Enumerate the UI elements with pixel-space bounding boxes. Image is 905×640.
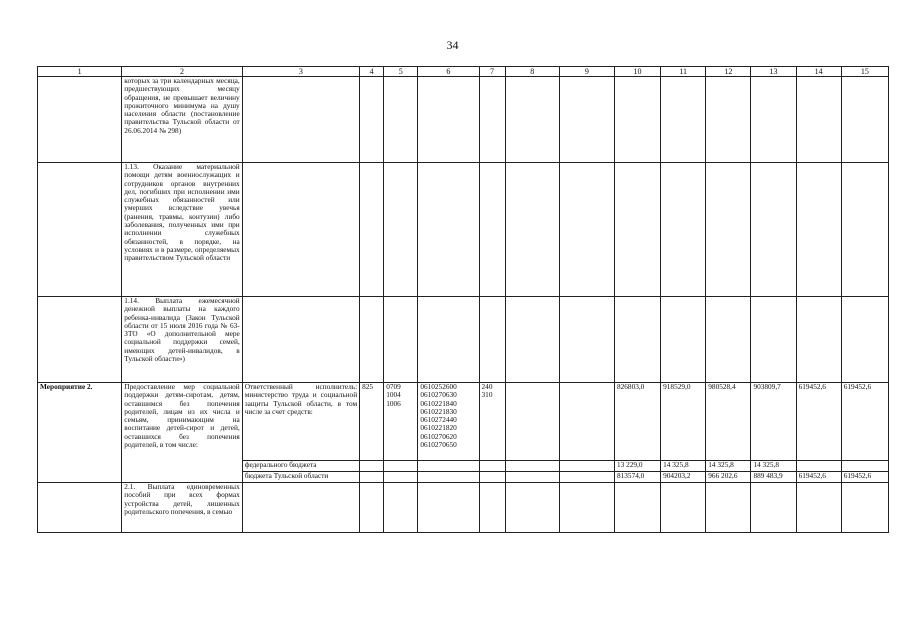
regional-col10: 813574,0	[614, 472, 660, 483]
col-header: 7	[479, 67, 505, 77]
federal-col10: 13 229,0	[614, 461, 660, 472]
col-header: 5	[384, 67, 418, 77]
col-header: 6	[418, 67, 479, 77]
col-header: 11	[661, 67, 706, 77]
federal-col13: 14 325,8	[751, 461, 796, 472]
table-row	[38, 77, 889, 163]
col-header: 4	[360, 67, 384, 77]
row-1-13-text: 1.13. Оказание материальной помощи детям военнослужащих и сотрудников органов внутренних дел, погибших при исполнении ими служебных обязанностей или умерших вследствие увечья (ранения, травмы, контузии) либо заболевания, полученных ими при исполнении служебных обязанностей, в порядке, на условиях и в размере, определяемых правительством Тульской области	[122, 163, 242, 297]
measure-2-label: Мероприятие 2.	[38, 383, 122, 483]
table-row	[38, 163, 889, 297]
col-header: 13	[751, 67, 796, 77]
federal-col12: 14 325,8	[706, 461, 751, 472]
col-header: 1	[38, 67, 122, 77]
col-header: 12	[706, 67, 751, 77]
header-row	[38, 67, 889, 77]
regional-col11: 904203,2	[661, 472, 706, 483]
measure-2-total-col11: 918529,0	[661, 383, 706, 461]
page-number: 34	[446, 38, 459, 52]
measure-2-col7: 240 310	[479, 383, 505, 461]
measure-2-total-col13: 903809,7	[751, 383, 796, 461]
row-2-1-text: 2.1. Выплата единовременных пособий при всех формах устройства детей, лишенных родительского попечения, в семью	[122, 483, 242, 533]
col-header: 9	[559, 67, 614, 77]
measure-2-executor: Ответственный исполнитель: министерство труда и социальной защиты Тульской области, в том числе за счет средств:	[242, 383, 359, 461]
measure-2-description: Предоставление мер социальной поддержки детям-сиротам, детям, оставшимся без попечения родителей, лицам из их числа и семьям, принимающим на воспитание детей-сирот и детей, оставшихся без попечения родителей, в том числе:	[122, 383, 242, 483]
col-header: 14	[796, 67, 841, 77]
measure-2-col6: 0610252600 0610270630 0610221840 0610221830 0610272440 0610221820 0610270620 0610270650	[418, 383, 479, 461]
measure-2-total-col12: 980528,4	[706, 383, 751, 461]
col-header: 8	[505, 67, 559, 77]
regional-col15: 619452,6	[841, 472, 888, 483]
program-table	[37, 66, 889, 533]
regional-budget-label: бюджета Тульской области	[242, 472, 359, 483]
row-1-14-text: 1.14. Выплата ежемесячной денежной выплаты на каждого ребенка-инвалида (Закон Тульской области от 15 июля 2016 года № 63-ЗТО «О дополнительной мере социальной поддержки семей, имеющих детей-инвалидов, в Тульской области»)	[122, 297, 242, 383]
measure-2-total-col14: 619452,6	[796, 383, 841, 461]
regional-col13: 889 483,9	[751, 472, 796, 483]
col-header: 3	[242, 67, 359, 77]
federal-budget-label: федерального бюджета	[242, 461, 359, 472]
measure-2-col4: 825	[360, 383, 384, 461]
row-1-12-text: которых за три календарных месяца, предшествующих месяцу обращения, не превышает величину прожиточного минимума на душу населения области (постановление правительства Тульской области от 26.06.2014 № 298)	[122, 77, 242, 163]
measure-2-total-col10: 826803,0	[614, 383, 660, 461]
federal-col11: 14 325,8	[661, 461, 706, 472]
measure-2-total-col15: 619452,6	[841, 383, 888, 461]
measure-2-col5: 0709 1004 1006	[384, 383, 418, 461]
col-header: 10	[614, 67, 660, 77]
regional-col14: 619452,6	[796, 472, 841, 483]
col-header: 2	[122, 67, 242, 77]
measure-2-row	[38, 383, 889, 461]
table-row	[38, 297, 889, 383]
table-row	[38, 483, 889, 533]
regional-col12: 966 202,6	[706, 472, 751, 483]
col-header: 15	[841, 67, 888, 77]
